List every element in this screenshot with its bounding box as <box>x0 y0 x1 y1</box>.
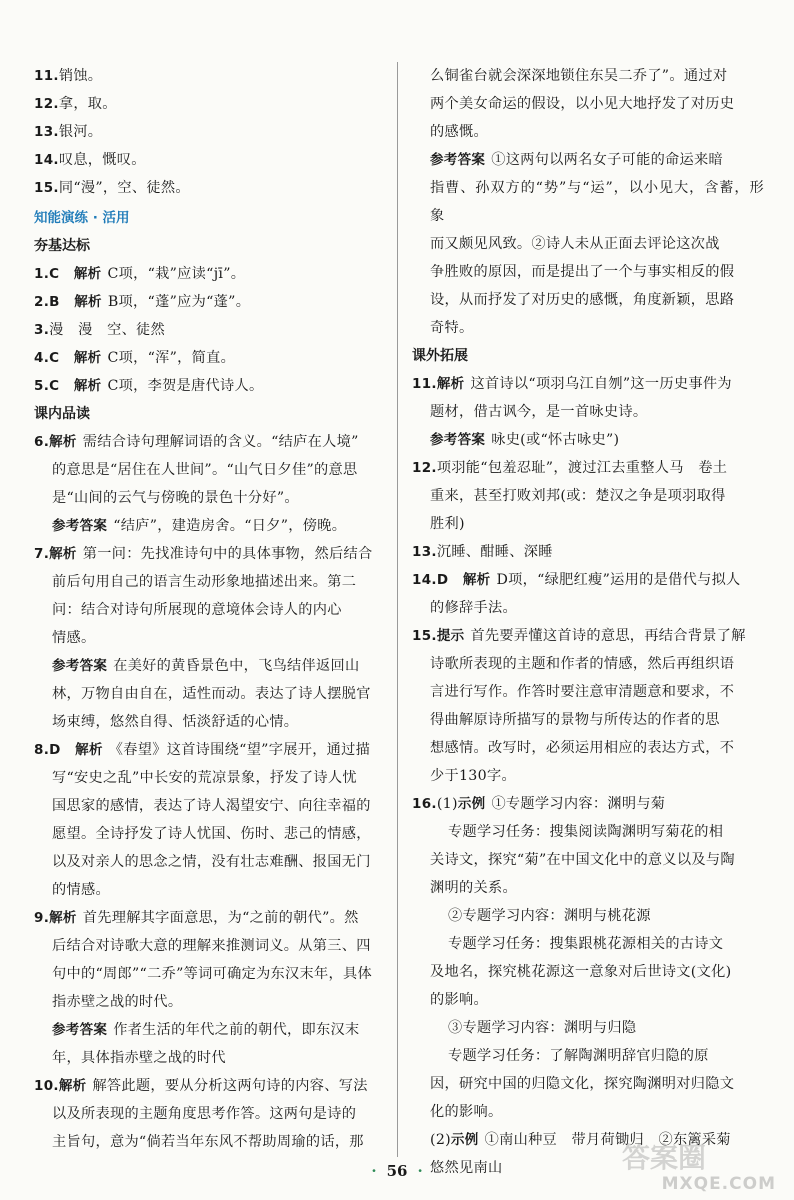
right-column <box>412 62 764 1182</box>
basic-4: 4.C 解析 C项，“浑”，简直。 <box>34 350 236 366</box>
section-banner: 知能演练 · 活用 <box>34 210 130 226</box>
question-8: 8.D 解析 《春望》这首诗围绕“望”字展开，通过描 写“安史之乱”中长安的荒凉景象，抒发了诗人忧 国思家的感情，表达了诗人渴望安宁、向往幸福的 愿望。全诗抒发了诗人忧国、伤时、悲己的情感， 以及对亲人的思念之情，没有壮志难酬、报国无门 的情感。 <box>34 742 371 898</box>
basic-3: 3.漫 漫 空、徒然 <box>34 322 166 338</box>
answer-12: 12.拿，取。 <box>34 96 117 112</box>
question-14: 14.D 解析 D项，“绿肥红瘦”运用的是借代与拟人 的修辞手法。 <box>412 572 741 616</box>
left-column <box>34 62 390 1156</box>
dot-right: · <box>417 1162 423 1180</box>
column-divider <box>397 62 398 1157</box>
answer-15: 15.同“漫”，空、徒然。 <box>34 180 190 196</box>
section-title-inclass: 课内品读 <box>34 406 90 422</box>
basic-2: 2.B 解析 B项，“蓬”应为“蓬”。 <box>34 294 251 310</box>
question-10-continued: 么铜雀台就会深深地锁住东吴二乔了”。通过对 两个美女命运的假设，以小见大地抒发了对历史 的感慨。 参考答案 ①这两句以两名女子可能的命运来暗 指曹、孙双方的“势”与“运”，以小见大，含蓄，形象 而又颇见风致。②诗人未从正面去评论这次战 争胜败的原因，而是提出了一个与事实相反的假 设，从而抒发了对历史的感慨，角度新颖，思路 奇特。 <box>430 68 764 336</box>
question-7: 7.解析 第一问：先找准诗句中的具体事物，然后结合 前后句用自己的语言生动形象地描述出来。第二 问：结合对诗句所展现的意境体会诗人的内心 情感。 参考答案 在美好的黄昏景色中，飞鸟结伴返回山 林，万物自由自在，适性而动。表达了诗人摆脱官 场束缚，悠然自得、恬淡舒适的心情。 <box>34 546 373 730</box>
question-6: 6.解析 需结合诗句理解词语的含义。“结庐在人境” 的意思是“居住在人世间”。“山气日夕佳”的意思 是“山间的云气与傍晚的景色十分好”。 参考答案 “结庐”，建造房舍。“日夕”，傍晚。 <box>34 434 359 534</box>
question-11: 11.解析 这首诗以“项羽乌江自刎”这一历史事件为 题材，借古讽今，是一首咏史诗。 参考答案 咏史(或“怀古咏史”) <box>412 376 732 448</box>
basic-5: 5.C 解析 C项，李贺是唐代诗人。 <box>34 378 264 394</box>
watermark-chinese: 答案圈 <box>622 1141 707 1174</box>
page-number-text: 56 <box>386 1162 408 1180</box>
question-13: 13.沉睡、酣睡、深睡 <box>412 544 553 560</box>
answer-13: 13.银河。 <box>34 124 103 140</box>
watermark-url: MXQE.COM <box>661 1174 776 1194</box>
section-title-basic: 夯基达标 <box>34 238 90 254</box>
question-15: 15.提示 首先要弄懂这首诗的意思，再结合背景了解 诗歌所表现的主题和作者的情感，然后再组织语 言进行写作。作答时要注意审清题意和要求，不 得曲解原诗所描写的景物与所传达的作者的思 想感情。改写时，必须运用相应的表达方式，不 少于130字。 <box>412 628 746 784</box>
question-10: 10.解析 解答此题，要从分析这两句诗的内容、写法 以及所表现的主题角度思考作答。这两句是诗的 主旨句，意为“倘若当年东风不帮助周瑜的话，那 <box>34 1078 368 1150</box>
question-9: 9.解析 首先理解其字面意思，为“之前的朝代”。然 后结合对诗歌大意的理解来推测词义。从第三、四 句中的“周郎”“二乔”等词可确定为东汉末年，具体 指赤壁之战的时代。 参考答案 作者生活的年代之前的朝代，即东汉末 年，具体指赤壁之战的时代 <box>34 910 372 1066</box>
section-title-extended: 课外拓展 <box>412 348 468 364</box>
question-12: 12.项羽能“包羞忍耻”，渡过江去重整人马 卷土 重来，甚至打败刘邦(或：楚汉之争是项羽取得 胜利) <box>412 460 728 532</box>
basic-1: 1.C 解析 C项，“栽”应读“jī”。 <box>34 266 246 282</box>
answer-14: 14.叹息，慨叹。 <box>34 152 146 168</box>
answer-11: 11.销蚀。 <box>34 68 103 84</box>
question-16: 16.(1)示例 ①专题学习内容：渊明与菊 专题学习任务：搜集阅读陶渊明写菊花的相 关诗文，探究“菊”在中国文化中的意义以及与陶 渊明的关系。 ②专题学习内容：渊明与桃花源 专题学习任务：搜集跟桃花源相关的古诗文 及地名，探究桃花源这一意象对后世诗文(文化) 的影响。 ③专题学习内容：渊明与归隐 专题学习任务：了解陶渊明辞官归隐的原 因，研究中国的归隐文化，探究陶渊明对归隐文 化的影响。 (2)示例 ①南山种豆 带月荷锄归 ②东篱采菊 悠然见南山 <box>412 796 735 1176</box>
dot-left: · <box>371 1162 377 1180</box>
watermark-logo <box>616 1136 776 1194</box>
